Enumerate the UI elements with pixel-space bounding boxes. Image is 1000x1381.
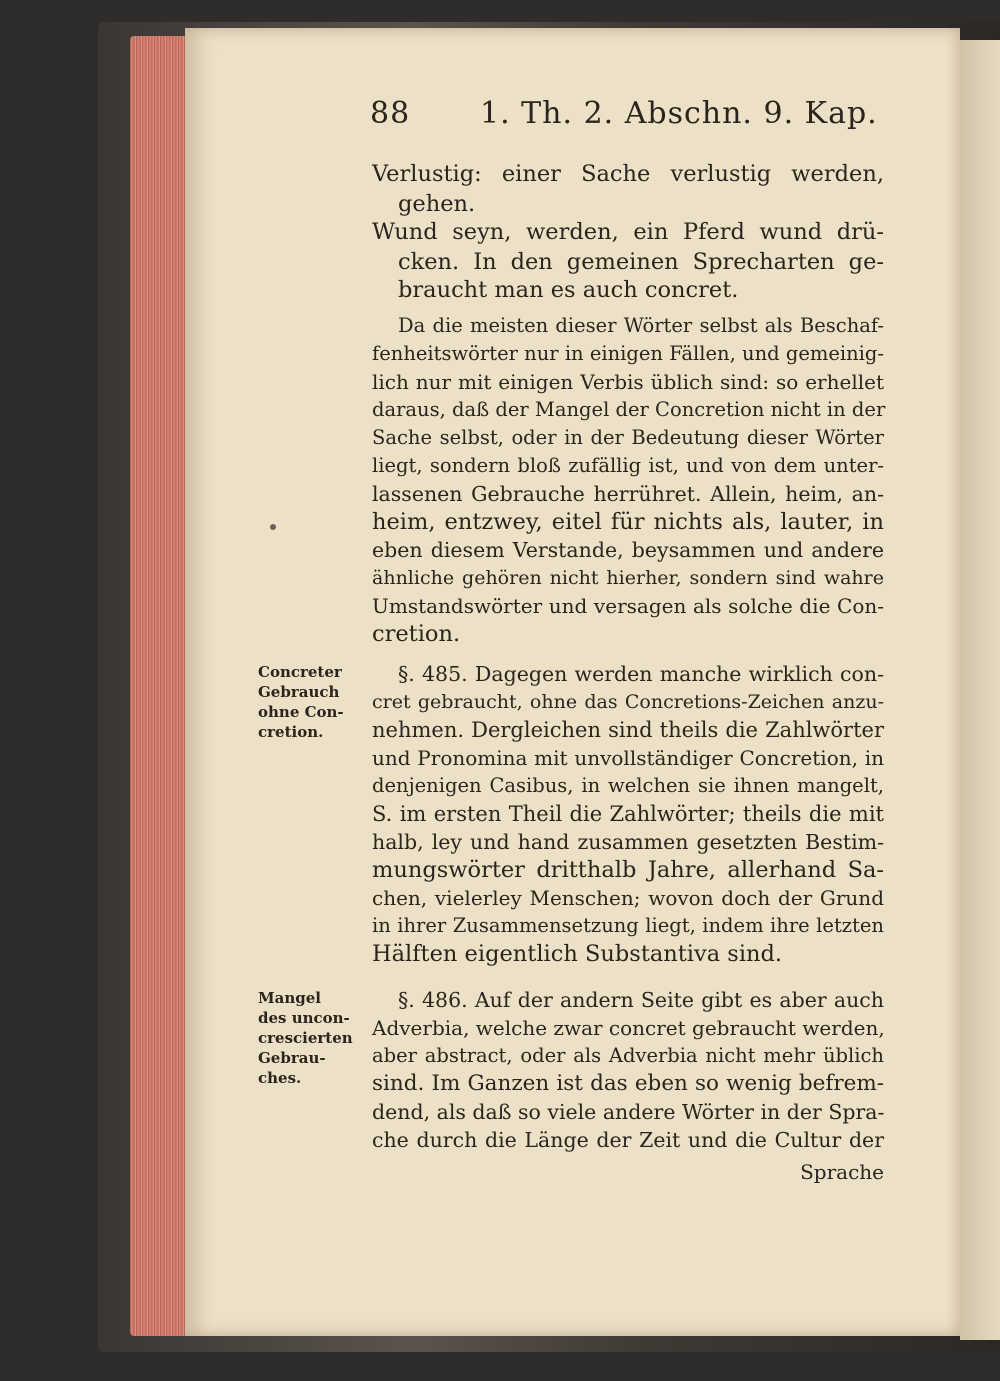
paragraph-line: Sache selbst, oder in der Bedeutung dieser Wörter [372,426,884,449]
paragraph-line: eben diesem Verstande, beysammen und andere [372,538,884,562]
catchword: Sprache [800,1160,884,1184]
section-486-line: §. 486. Auf der andern Seite gibt es aber auch [398,988,884,1012]
section-485-line: und Pronomina mit unvollständiger Concretion, in [372,746,884,770]
section-486-line: aber abstract, oder als Adverbia nicht mehr üblich [372,1044,884,1067]
paragraph-line: liegt, sondern bloß zufällig ist, und von dem unter- [372,454,884,477]
entry-line: gehen. [398,191,476,217]
paragraph-line: Da die meisten dieser Wörter selbst als Beschaf- [398,314,884,337]
margin-note-486 [258,988,358,1088]
margin-note-line: Concreter [258,663,342,681]
margin-note-line: Gebrauch [258,683,340,701]
margin-note-line: Gebrau- [258,1049,326,1067]
section-486-line: Adverbia, welche zwar concret gebraucht werden, [372,1016,885,1040]
section-485-line: §. 485. Dagegen werden manche wirklich con- [398,662,884,686]
margin-note-line: Mangel [258,989,321,1007]
paragraph-line: daraus, daß der Mangel der Concretion nicht in der [372,398,886,421]
section-485-line: chen, vielerley Menschen; wovon doch der Grund [372,886,884,910]
paragraph-line: lassenen Gebrauche herrühret. Allein, heim, an- [372,482,884,506]
margin-note-485 [258,662,358,742]
section-485-line: denjenigen Casibus, in welchen sie ihnen mangelt, [372,774,884,797]
page-number: 88 [370,96,411,131]
page-edges [130,36,188,1336]
paragraph-line: cretion. [372,621,461,647]
margin-note-line: ches. [258,1069,302,1087]
section-485-line: nehmen. Dergleichen sind theils die Zahlwörter [372,718,884,742]
paragraph-line: heim, entzwey, eitel für nichts als, lauter, in [372,509,884,535]
section-485-line: S. im ersten Theil die Zahlwörter; theils die mit [372,802,884,826]
section-486-line: dend, als daß so viele andere Wörter in der Spra- [372,1100,885,1124]
paragraph-line: lich nur mit einigen Verbis üblich sind: so erhellet [372,370,884,394]
entry-line: Verlustig: einer Sache verlustig werden, [372,161,884,187]
paragraph-line: Umstandswörter und versagen als solche die Con- [372,594,884,618]
margin-note-line: cretion. [258,723,324,741]
page-speck [270,524,276,530]
entry-line: cken. In den gemeinen Sprecharten ge- [398,249,884,275]
section-486-line: che durch die Länge der Zeit und die Cultur der [372,1128,884,1152]
margin-note-line: des uncon- [258,1009,350,1027]
section-485-line: Hälften eigentlich Substantiva sind. [372,941,783,967]
paragraph-line: fenheitswörter nur in einigen Fällen, und gemeinig- [372,342,884,365]
section-485-line: in ihrer Zusammensetzung liegt, indem ihre letzten [372,914,884,937]
running-head: 1. Th. 2. Abschn. 9. Kap. [480,96,878,131]
section-486-line: sind. Im Ganzen ist das eben so wenig befrem- [372,1071,884,1096]
paragraph-line: ähnliche gehören nicht hierher, sondern sind wahre [372,567,884,589]
margin-note-line: ohne Con- [258,703,344,721]
section-485-line: cret gebraucht, ohne das Concretions-Zeichen anzu- [372,691,884,713]
entry-line: Wund seyn, werden, ein Pferd wund drü- [372,219,884,245]
section-485-line: halb, ley und hand zusammen gesetzten Bestim- [372,830,884,854]
margin-note-line: crescierten [258,1029,353,1047]
section-485-line: mungswörter dritthalb Jahre, allerhand Sa- [372,857,884,883]
page-header [370,96,878,136]
entry-line: braucht man es auch concret. [398,277,739,303]
facing-page-edge [960,40,1000,1340]
